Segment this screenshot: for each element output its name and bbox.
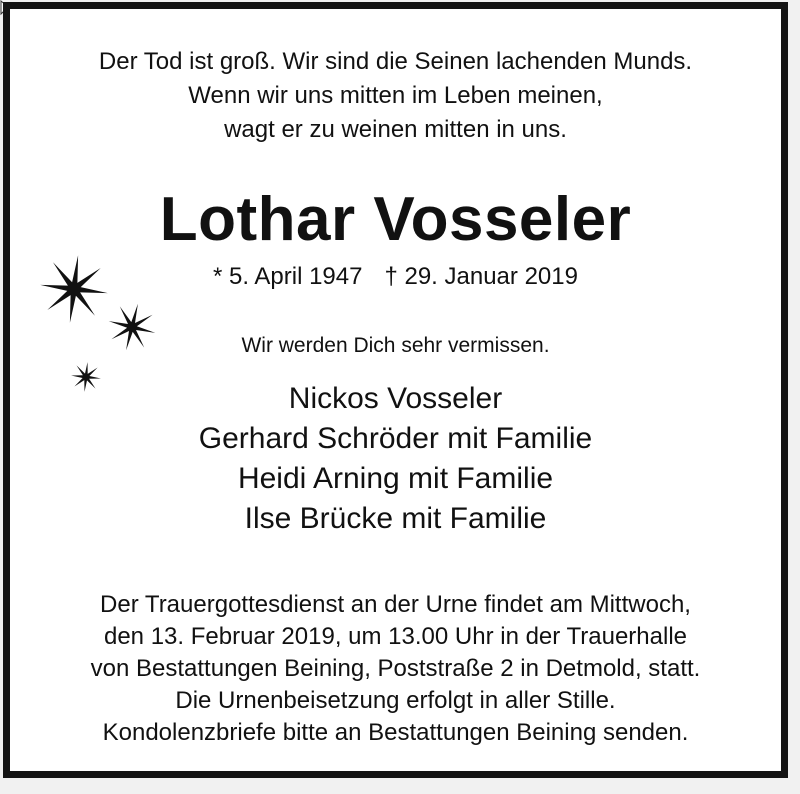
family-member: Nickos Vosseler	[288, 382, 503, 415]
family-member: Gerhard Schröder mit Familie	[198, 422, 593, 455]
family-member: Heidi Arning mit Familie	[237, 462, 554, 495]
service-line: den 13. Februar 2019, um 13.00 Uhr in der Trauerhalle	[103, 623, 688, 650]
service-line: Der Trauergottesdienst an der Urne findet am Mittwoch,	[100, 591, 691, 618]
death-date: † 29. Januar 2019	[384, 263, 578, 290]
farewell-text: Wir werden Dich sehr vermissen.	[241, 334, 550, 357]
service-line: Kondolenzbriefe bitte an Bestattungen Beining senden.	[102, 719, 689, 746]
poem	[10, 45, 781, 147]
service-info	[10, 589, 781, 749]
deceased-name: Lothar Vosseler	[159, 185, 632, 254]
birth-date: * 5. April 1947	[213, 263, 363, 290]
family-member: Ilse Brücke mit Familie	[244, 502, 547, 535]
service-line: von Bestattungen Beining, Poststraße 2 in Detmold, statt.	[90, 655, 701, 682]
poem-line: Der Tod ist groß. Wir sind die Seinen lachenden Munds.	[98, 48, 693, 75]
life-dates	[10, 261, 781, 293]
poem-line: wagt er zu weinen mitten in uns.	[224, 116, 567, 143]
poem-line: Wenn wir uns mitten im Leben meinen,	[188, 82, 603, 109]
obituary-notice	[3, 2, 788, 778]
service-line: Die Urnenbeisetzung erfolgt in aller Stille.	[175, 687, 616, 714]
family-list	[10, 379, 781, 539]
